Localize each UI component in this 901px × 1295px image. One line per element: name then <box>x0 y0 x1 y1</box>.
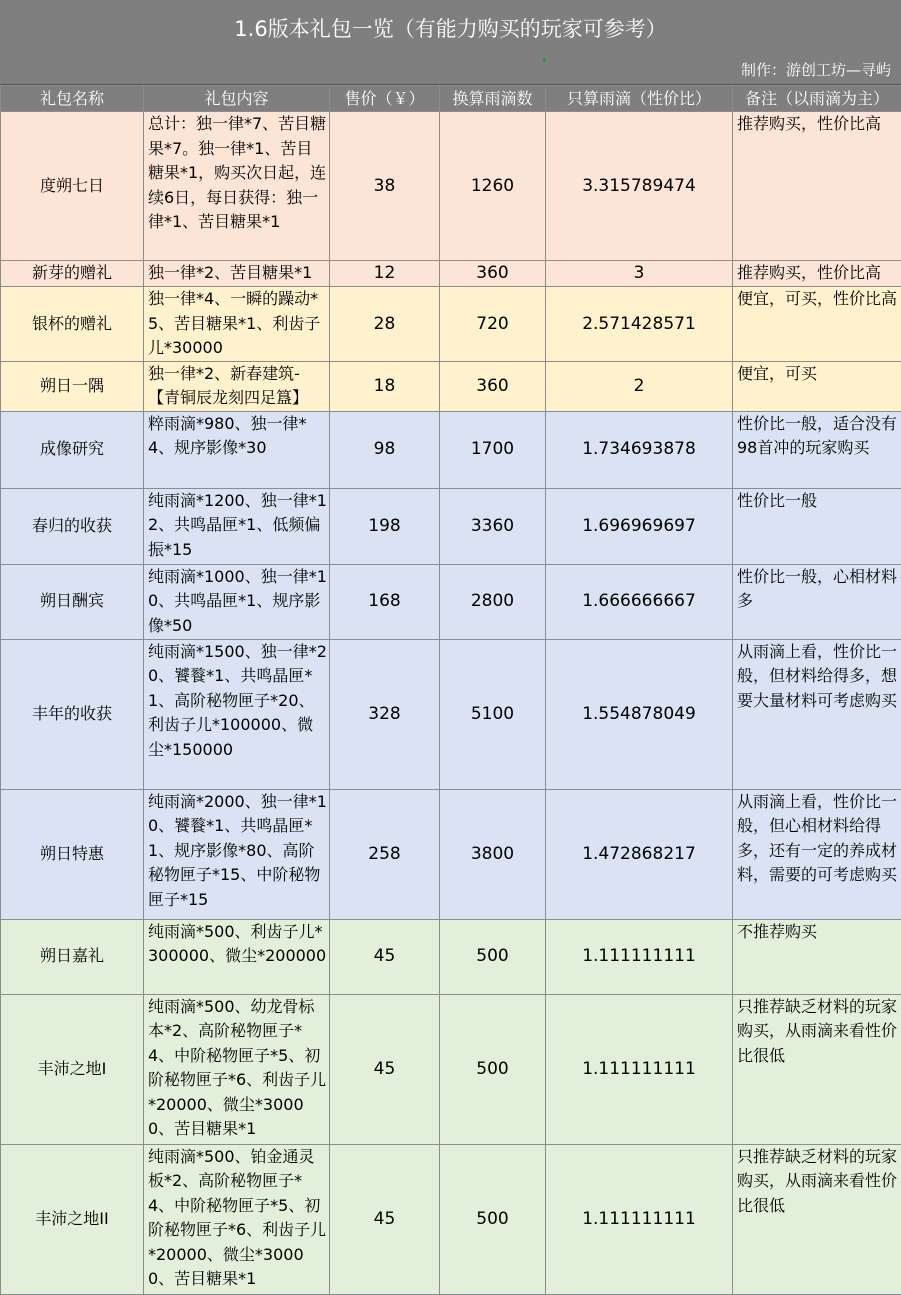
gift-pack-table <box>0 85 901 1295</box>
table-row <box>1 919 901 994</box>
cell-drops: 360 <box>440 261 546 287</box>
table-row <box>1 261 901 287</box>
cell-pack-name: 朔日一隅 <box>1 361 144 411</box>
cell-ratio: 1.111111111 <box>546 994 733 1144</box>
table-row <box>1 361 901 411</box>
cell-price: 45 <box>330 1144 440 1294</box>
cell-note: 性价比一般 <box>733 488 901 564</box>
cell-note: 推荐购买，性价比高 <box>733 261 901 287</box>
cell-price: 45 <box>330 919 440 994</box>
cell-pack-name: 朔日酬宾 <box>1 564 144 639</box>
table-row <box>1 639 901 789</box>
cell-note: 只推荐缺乏材料的玩家购买，从雨滴来看性价比很低 <box>733 1144 901 1294</box>
title-bar <box>0 0 901 85</box>
cell-ratio: 1.111111111 <box>546 1144 733 1294</box>
cell-ratio: 1.734693878 <box>546 411 733 488</box>
cell-pack-content: 纯雨滴*2000、独一律*10、饕餮*1、共鸣晶匣*1、规序影像*80、高阶秘物匣子*15、中阶秘物匣子*15 <box>144 789 330 919</box>
table-row <box>1 488 901 564</box>
cell-pack-content: 独一律*2、新春建筑-【青铜辰龙刻四足簋】 <box>144 361 330 411</box>
cell-ratio: 1.666666667 <box>546 564 733 639</box>
cell-note: 便宜，可买 <box>733 361 901 411</box>
cell-price: 328 <box>330 639 440 789</box>
cell-ratio: 3 <box>546 261 733 287</box>
cell-price: 38 <box>330 112 440 261</box>
cell-note: 性价比一般，心相材料多 <box>733 564 901 639</box>
cell-price: 198 <box>330 488 440 564</box>
cell-ratio: 1.111111111 <box>546 919 733 994</box>
cell-pack-name: 丰年的收获 <box>1 639 144 789</box>
cell-pack-name: 朔日嘉礼 <box>1 919 144 994</box>
table-row <box>1 411 901 488</box>
cell-drops: 500 <box>440 919 546 994</box>
cell-note: 从雨滴上看，性价比一般，但心相材料给得多，还有一定的养成材料，需要的可考虑购买 <box>733 789 901 919</box>
credit-text: 制作：游创工坊—寻屿 <box>740 61 891 79</box>
header-ratio: 只算雨滴（性价比） <box>546 86 733 112</box>
header-row <box>1 86 901 112</box>
cell-pack-name: 成像研究 <box>1 411 144 488</box>
cell-pack-content: 纯雨滴*1200、独一律*12、共鸣晶匣*1、低频偏振*15 <box>144 488 330 564</box>
cell-drops: 500 <box>440 1144 546 1294</box>
cell-note: 只推荐缺乏材料的玩家购买，从雨滴来看性价比很低 <box>733 994 901 1144</box>
table-row <box>1 789 901 919</box>
cell-pack-content: 独一律*2、苦目糖果*1 <box>144 261 330 287</box>
header-name: 礼包名称 <box>1 86 144 112</box>
cell-ratio: 1.472868217 <box>546 789 733 919</box>
table-row <box>1 994 901 1144</box>
cell-drops: 3800 <box>440 789 546 919</box>
cell-drops: 3360 <box>440 488 546 564</box>
cell-pack-name: 丰沛之地II <box>1 1144 144 1294</box>
page-title: 1.6版本礼包一览（有能力购买的玩家可参考） <box>234 17 667 41</box>
cell-drops: 360 <box>440 361 546 411</box>
cell-note: 不推荐购买 <box>733 919 901 994</box>
table-row <box>1 112 901 261</box>
cell-pack-content: 纯雨滴*1000、独一律*10、共鸣晶匣*1、规序影像*50 <box>144 564 330 639</box>
header-drops: 换算雨滴数 <box>440 86 546 112</box>
header-content: 礼包内容 <box>144 86 330 112</box>
cell-drops: 2800 <box>440 564 546 639</box>
cell-pack-content: 纯雨滴*500、铂金通灵板*2、高阶秘物匣子*4、中阶秘物匣子*5、初阶秘物匣子*6、利齿子儿*20000、微尘*30000、苦目糖果*1 <box>144 1144 330 1294</box>
table-row <box>1 1144 901 1294</box>
cell-note: 性价比一般，适合没有98首冲的玩家购买 <box>733 411 901 488</box>
cell-ratio: 1.696969697 <box>546 488 733 564</box>
cell-price: 28 <box>330 287 440 362</box>
cell-pack-content: 总计：独一律*7、苦目糖果*7。独一律*1、苦目糖果*1，购买次日起，连续6日，每日获得：独一律*1、苦目糖果*1 <box>144 112 330 261</box>
cell-pack-name: 丰沛之地I <box>1 994 144 1144</box>
cell-pack-content: 纯雨滴*500、幼龙骨标本*2、高阶秘物匣子*4、中阶秘物匣子*5、初阶秘物匣子*6、利齿子儿*20000、微尘*30000、苦目糖果*1 <box>144 994 330 1144</box>
cell-drops: 1700 <box>440 411 546 488</box>
cell-ratio: 2 <box>546 361 733 411</box>
cell-pack-content: 纯雨滴*500、利齿子儿*300000、微尘*200000 <box>144 919 330 994</box>
cell-price: 168 <box>330 564 440 639</box>
cell-pack-content: 纯雨滴*1500、独一律*20、饕餮*1、共鸣晶匣*1、高阶秘物匣子*20、利齿子儿*100000、微尘*150000 <box>144 639 330 789</box>
cell-ratio: 3.315789474 <box>546 112 733 261</box>
cell-note: 推荐购买，性价比高 <box>733 112 901 261</box>
cell-price: 12 <box>330 261 440 287</box>
cell-price: 45 <box>330 994 440 1144</box>
table-row <box>1 564 901 639</box>
cell-drops: 5100 <box>440 639 546 789</box>
cell-ratio: 1.554878049 <box>546 639 733 789</box>
table-row <box>1 287 901 362</box>
cell-pack-name: 度朔七日 <box>1 112 144 261</box>
cell-pack-content: 粹雨滴*980、独一律*4、规序影像*30 <box>144 411 330 488</box>
cell-note: 便宜，可买，性价比高 <box>733 287 901 362</box>
cell-pack-name: 朔日特惠 <box>1 789 144 919</box>
cell-note: 从雨滴上看，性价比一般，但材料给得多，想要大量材料可考虑购买 <box>733 639 901 789</box>
cell-pack-name: 银杯的赠礼 <box>1 287 144 362</box>
cell-drops: 500 <box>440 994 546 1144</box>
header-price: 售价（￥） <box>330 86 440 112</box>
cell-price: 18 <box>330 361 440 411</box>
cell-selection-marker <box>543 58 546 62</box>
cell-pack-content: 独一律*4、一瞬的躁动*5、苦目糖果*1、利齿子儿*30000 <box>144 287 330 362</box>
cell-drops: 720 <box>440 287 546 362</box>
header-note: 备注（以雨滴为主） <box>733 86 901 112</box>
cell-drops: 1260 <box>440 112 546 261</box>
cell-pack-name: 新芽的赠礼 <box>1 261 144 287</box>
cell-ratio: 2.571428571 <box>546 287 733 362</box>
cell-price: 258 <box>330 789 440 919</box>
cell-pack-name: 春归的收获 <box>1 488 144 564</box>
cell-price: 98 <box>330 411 440 488</box>
